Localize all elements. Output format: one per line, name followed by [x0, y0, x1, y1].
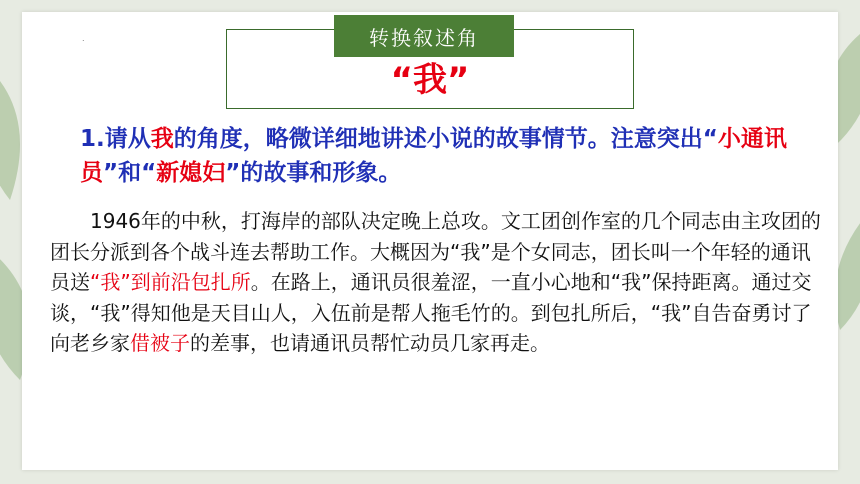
question-text [80, 122, 810, 190]
passage-highlight: 借被子 [130, 331, 190, 356]
page-title: “我” [390, 60, 470, 100]
question-part: 的角度，略微详细地讲述小说的故事情节。注意突出“ [173, 126, 718, 152]
story-passage [50, 206, 830, 359]
passage-part: 。在路上，通讯员很羞涩，一直小心地和“我”保持距离。通过交谈，“我”得知他是天目山人，入伍前是帮人拖毛竹的。到包扎所后，“我”自告奋勇讨了向老乡家 [50, 270, 812, 356]
question-part: 1.请从 [80, 126, 151, 152]
question-highlight: 小通讯员 [80, 126, 787, 186]
section-tag-label: 转换叙述角 [369, 25, 479, 50]
question-highlight: 新媳妇 [156, 160, 226, 186]
passage-part: 的差事，也请通讯员帮忙动员几家再走。 [190, 331, 550, 356]
passage-highlight: “我”到前沿包扎所 [90, 270, 251, 295]
section-tag [334, 15, 514, 57]
question-part: ”的故事和形象。 [225, 160, 402, 186]
corner-dot: . [82, 34, 85, 43]
question-part: ”和“ [103, 160, 157, 186]
question-highlight: 我 [150, 126, 174, 152]
passage-part: 1946年的中秋，打海岸的部队决定晚上总攻。文工团创作室的几个同志由主攻团的团长分派到各个战斗连去帮助工作。大概因为“我”是个女同志，团长叫一个年轻的通讯员送 [50, 209, 821, 295]
